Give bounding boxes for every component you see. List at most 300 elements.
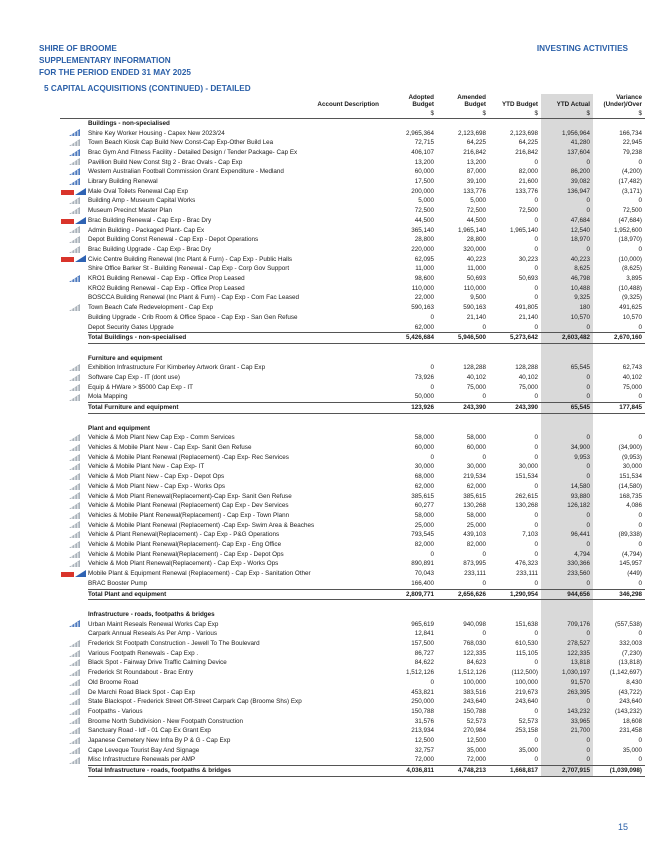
table-row [60, 511, 645, 521]
amended-budget-cell: 52,573 [466, 717, 486, 725]
adopted-budget-cell: 200,000 [411, 187, 434, 195]
table-row [60, 569, 645, 579]
adopted-budget-cell: 793,545 [411, 531, 434, 539]
amended-budget-cell: 62,000 [466, 482, 486, 490]
adopted-budget-cell: 590,163 [411, 304, 434, 312]
table-body [60, 118, 645, 776]
amended-budget-cell: 150,788 [463, 707, 486, 715]
variance-cell: (3,171) [622, 187, 642, 195]
signal-bars-grey-icon [69, 650, 80, 657]
account-description: Vehicle & Mobile Plant Renewal (Replacement) Cap Exp - Dev Services [88, 502, 289, 510]
account-description: Vehicle & Mobile Plant New - Cap Exp- IT [88, 463, 205, 471]
table-row [60, 187, 645, 197]
amended-budget-cell: 590,163 [463, 304, 486, 312]
ytd-budget-cell: 35,000 [518, 746, 538, 754]
amended-budget-cell: 5,946,500 [437, 333, 489, 344]
adopted-budget-cell: 2,965,364 [405, 129, 434, 137]
amended-budget-cell: 44,500 [466, 216, 486, 224]
adopted-budget-cell: 0 [430, 453, 434, 461]
ytd-budget-cell: 243,640 [515, 698, 538, 706]
amended-budget-cell: 0 [482, 393, 486, 401]
group-total-label: Total Infrastructure - roads, footpaths & bridges [88, 766, 385, 777]
table-row [60, 639, 645, 649]
row-status-indicator [60, 530, 88, 540]
table-row [60, 373, 645, 383]
group-total-row [60, 403, 645, 414]
ytd-actual-cell: 40,223 [541, 255, 593, 265]
variance-cell: 0 [638, 511, 642, 519]
ytd-actual-cell: 944,656 [541, 589, 593, 600]
row-status-indicator [60, 129, 88, 139]
group-title: Infrastructure - roads, footpaths & bridges [88, 610, 215, 618]
amended-budget-cell: 385,615 [463, 492, 486, 500]
signal-bars-blue-icon [69, 178, 80, 185]
adopted-budget-cell: 17,500 [414, 178, 434, 186]
amended-budget-cell: 72,000 [466, 756, 486, 764]
row-status-indicator [60, 579, 88, 589]
row-status-indicator [60, 177, 88, 187]
amended-budget-cell: 12,500 [466, 737, 486, 745]
amended-budget-cell: 439,103 [463, 531, 486, 539]
ytd-budget-cell: 0 [534, 756, 538, 764]
ytd-actual-cell: 86,200 [541, 167, 593, 177]
ytd-budget-cell: 0 [534, 659, 538, 667]
adopted-budget-cell: 0 [430, 550, 434, 558]
adopted-budget-cell: 60,277 [414, 502, 434, 510]
signal-bars-grey-icon [69, 698, 80, 705]
amended-budget-cell: 50,693 [466, 275, 486, 283]
account-description: Carpark Annual Reseals As Per Amp - Various [88, 630, 218, 638]
status-red-icon [61, 188, 87, 195]
row-status-indicator [60, 206, 88, 216]
ytd-budget-cell: 0 [534, 197, 538, 205]
row-status-indicator [60, 492, 88, 502]
ytd-actual-cell: 8,625 [541, 264, 593, 274]
adopted-budget-cell: 365,140 [411, 226, 434, 234]
adopted-budget-cell: 31,576 [414, 717, 434, 725]
ytd-budget-cell: 133,776 [515, 187, 538, 195]
table-row [60, 129, 645, 139]
signal-bars-grey-icon [69, 492, 80, 499]
row-status-indicator [60, 511, 88, 521]
ytd-actual-cell: 0 [541, 196, 593, 206]
variance-cell: (9,325) [622, 294, 642, 302]
amended-budget-cell: 87,000 [466, 168, 486, 176]
ytd-actual-cell: 126,182 [541, 501, 593, 511]
amended-budget-cell: 84,623 [466, 659, 486, 667]
ytd-budget-cell: 0 [534, 158, 538, 166]
adopted-budget-cell: 68,000 [414, 473, 434, 481]
ytd-actual-cell: 18,970 [541, 235, 593, 245]
variance-cell: 22,945 [622, 139, 642, 147]
status-red-icon [61, 217, 87, 224]
ytd-budget-cell: 82,000 [518, 168, 538, 176]
table-row [60, 235, 645, 245]
ytd-actual-cell: 136,947 [541, 187, 593, 197]
adopted-budget-cell: 0 [430, 313, 434, 321]
row-status-indicator [60, 235, 88, 245]
ytd-actual-cell: 709,176 [541, 620, 593, 630]
ytd-budget-cell: 0 [534, 245, 538, 253]
signal-bars-grey-icon [69, 384, 80, 391]
variance-cell: (18,970) [618, 236, 642, 244]
account-description: Brac Building Upgrade - Cap Exp - Brac Dry [88, 245, 211, 253]
variance-cell: (1,039,098) [593, 766, 645, 777]
variance-cell: 0 [638, 197, 642, 205]
table-row [60, 264, 645, 274]
row-status-indicator [60, 726, 88, 736]
group-spacer [60, 413, 645, 423]
ytd-budget-cell: 0 [534, 579, 538, 587]
signal-bars-grey-icon [69, 374, 80, 381]
variance-cell: 491,625 [619, 304, 642, 312]
row-status-indicator [60, 255, 88, 265]
adopted-budget-cell: 4,036,811 [385, 766, 437, 777]
ytd-actual-cell: 34,900 [541, 443, 593, 453]
variance-cell: 30,000 [622, 463, 642, 471]
table-row [60, 245, 645, 255]
table-row [60, 658, 645, 668]
row-status-indicator [60, 649, 88, 659]
account-description: KRO1 Building Renewal - Cap Exp - Office Prop Leased [88, 275, 245, 283]
adopted-budget-cell: 213,934 [411, 727, 434, 735]
variance-cell: (43,722) [618, 688, 642, 696]
signal-bars-grey-icon [69, 226, 80, 233]
account-description: De Marchi Road Black Spot - Cap Exp [88, 688, 196, 696]
table-row [60, 363, 645, 373]
account-description: Museum Precinct Master Plan [88, 207, 172, 215]
adopted-budget-cell: 453,821 [411, 688, 434, 696]
adopted-budget-cell: 0 [430, 364, 434, 372]
table-row [60, 755, 645, 765]
account-description: Vehicle & Mobile Plant Renewal(Replacement) - Cap Exp - Depot Ops [88, 550, 284, 558]
signal-bars-blue-icon [69, 129, 80, 136]
amended-budget-cell: 0 [482, 630, 486, 638]
ytd-actual-cell: 47,684 [541, 216, 593, 226]
group-heading-row [60, 354, 645, 364]
signal-bars-grey-icon [69, 207, 80, 214]
adopted-budget-cell: 890,891 [411, 560, 434, 568]
ytd-budget-cell: 100,000 [515, 678, 538, 686]
table-row [60, 255, 645, 265]
ytd-actual-cell: 1,030,197 [541, 668, 593, 678]
variance-cell: 0 [638, 393, 642, 401]
adopted-budget-cell: 86,727 [414, 649, 434, 657]
account-description: Frederick St Roundabout - Brac Entry [88, 669, 193, 677]
table-row [60, 530, 645, 540]
ytd-budget-cell: 216,842 [515, 148, 538, 156]
ytd-budget-cell: 0 [534, 443, 538, 451]
amended-budget-cell: 219,534 [463, 473, 486, 481]
table-row [60, 668, 645, 678]
ytd-budget-cell: 0 [534, 707, 538, 715]
signal-bars-grey-icon [69, 551, 80, 558]
table-row [60, 177, 645, 187]
ytd-budget-cell: 151,638 [515, 620, 538, 628]
variance-cell: 0 [638, 434, 642, 442]
variance-cell: 72,500 [622, 207, 642, 215]
ytd-budget-cell: 233,111 [516, 570, 538, 578]
amended-budget-cell: 5,000 [470, 197, 486, 205]
account-description: Footpaths - Various [88, 707, 143, 715]
signal-bars-grey-icon [69, 640, 80, 647]
amended-budget-cell: 243,390 [437, 403, 489, 414]
variance-cell: 0 [638, 756, 642, 764]
currency-row [60, 109, 645, 119]
account-description: BOSCCA Building Renewal (Inc Plant & Furn) - Cap Exp - Com Fac Leased [88, 294, 300, 302]
variance-cell: (10,488) [618, 284, 642, 292]
amended-budget-cell: 58,000 [466, 511, 486, 519]
amended-budget-cell: 383,516 [463, 688, 486, 696]
variance-cell: 18,608 [622, 717, 642, 725]
signal-bars-grey-icon [69, 444, 80, 451]
account-description: Vehicle & Mobile Plant Renewal(Replacement)- Cap Exp - Eng Office [88, 541, 282, 549]
adopted-budget-cell: 25,000 [414, 521, 434, 529]
ytd-budget-cell: 0 [534, 216, 538, 224]
adopted-budget-cell: 62,000 [414, 482, 434, 490]
ytd-actual-cell: 330,366 [541, 559, 593, 569]
ytd-actual-cell: 0 [541, 245, 593, 255]
amended-budget-cell: 4,748,213 [437, 766, 489, 777]
adopted-budget-cell: 157,500 [411, 640, 434, 648]
ytd-actual-cell: 39,082 [541, 177, 593, 187]
adopted-budget-cell: 22,000 [414, 294, 434, 302]
section-label: INVESTING ACTIVITIES [536, 44, 628, 53]
ytd-budget-cell: 0 [534, 541, 538, 549]
table-row [60, 707, 645, 717]
table-row [60, 453, 645, 463]
signal-bars-grey-icon [69, 473, 80, 480]
table-row [60, 462, 645, 472]
adopted-budget-cell: 150,788 [411, 707, 434, 715]
adopted-budget-cell: 82,000 [414, 541, 434, 549]
signal-bars-grey-icon [69, 688, 80, 695]
group-title: Buildings - non-specialised [88, 119, 170, 127]
table-row [60, 138, 645, 148]
account-description: Vehicle & Mob Plant New - Cap Exp - Depot Ops [88, 473, 225, 481]
ytd-actual-cell: 0 [541, 629, 593, 639]
adopted-budget-cell: 0 [430, 678, 434, 686]
amended-budget-cell: 2,123,698 [457, 129, 486, 137]
amended-budget-cell: 0 [482, 323, 486, 331]
row-status-indicator [60, 688, 88, 698]
signal-bars-grey-icon [69, 434, 80, 441]
table-row [60, 196, 645, 206]
account-description: Exhibition Infrastructure For Kimberley Artwork Grant - Cap Exp [88, 364, 266, 372]
ytd-budget-cell: 0 [534, 284, 538, 292]
col-header-ytd-budget: YTD Budget [501, 101, 538, 109]
ytd-budget-cell: 0 [534, 737, 538, 745]
account-description: Black Spot - Fairway Drive Traffic Calming Device [88, 659, 227, 667]
ytd-budget-cell: 0 [534, 630, 538, 638]
amended-budget-cell: 233,111 [464, 570, 486, 578]
variance-cell: 151,534 [619, 473, 642, 481]
adopted-budget-cell: 60,000 [414, 443, 434, 451]
variance-cell: 4,086 [626, 502, 642, 510]
ytd-actual-cell: 0 [541, 462, 593, 472]
ytd-budget-cell: 52,573 [518, 717, 538, 725]
signal-bars-grey-icon [69, 463, 80, 470]
table-row [60, 216, 645, 226]
account-description: Vehicle & Mob Plant New Cap Exp - Comm Services [88, 434, 235, 442]
amended-budget-cell: 11,000 [467, 265, 486, 273]
group-heading-row [60, 118, 645, 128]
account-description: Vehicle & Plant Renewal(Replacement) - Cap Exp - P&G Operations [88, 531, 280, 539]
table-row [60, 433, 645, 443]
ytd-budget-cell: 0 [534, 550, 538, 558]
row-status-indicator [60, 629, 88, 639]
adopted-budget-cell: 58,000 [414, 511, 434, 519]
variance-cell: 0 [638, 579, 642, 587]
ytd-actual-cell: 2,603,482 [541, 333, 593, 344]
account-description: Vehicle & Mob Plant Renewal(Replacement) - Cap Exp - Works Ops [88, 560, 279, 568]
row-status-indicator [60, 167, 88, 177]
account-description: Software Cap Exp - IT (dont use) [88, 374, 180, 382]
group-heading-row [60, 610, 645, 620]
group-title: Plant and equipment [88, 424, 150, 432]
page-number: 15 [617, 822, 628, 832]
account-description: Sanctuary Road - Idf - 01 Cap Ex Grant Exp [88, 727, 211, 735]
row-status-indicator [60, 453, 88, 463]
table-row [60, 274, 645, 284]
variance-cell: 1,952,600 [613, 226, 642, 234]
amended-budget-cell: 940,098 [463, 620, 486, 628]
col-header-amended: Amended Budget [457, 94, 486, 109]
amended-budget-cell: 0 [482, 579, 486, 587]
row-status-indicator [60, 559, 88, 569]
signal-bars-grey-icon [69, 727, 80, 734]
ytd-actual-cell: 137,604 [541, 148, 593, 158]
variance-cell: 40,102 [622, 374, 642, 382]
signal-bars-grey-icon [69, 236, 80, 243]
amended-budget-cell: 75,000 [466, 383, 486, 391]
table-row [60, 206, 645, 216]
table-row [60, 540, 645, 550]
table-row [60, 158, 645, 168]
signal-bars-grey-icon [69, 197, 80, 204]
adopted-budget-cell: 250,000 [411, 698, 434, 706]
variance-cell: (4,200) [622, 168, 642, 176]
account-description: Mobile Plant & Equipment Renewal (Replacement) - Cap Exp - Sanitation Other [88, 570, 311, 578]
group-spacer [60, 343, 645, 353]
amended-budget-cell: 130,268 [463, 502, 486, 510]
table-row [60, 746, 645, 756]
ytd-actual-cell: 180 [541, 303, 593, 313]
table-row [60, 482, 645, 492]
ytd-budget-cell: 610,530 [515, 640, 538, 648]
ytd-actual-cell: 0 [541, 736, 593, 746]
ytd-budget-cell: 491,805 [515, 304, 538, 312]
ytd-budget-cell: 128,288 [515, 364, 538, 372]
account-description: Urban Maint Reseals Renewal Works Cap Exp [88, 620, 219, 628]
amended-budget-cell: 40,102 [466, 374, 486, 382]
amended-budget-cell: 133,776 [463, 187, 486, 195]
currency-symbol: $ [385, 109, 437, 119]
signal-bars-blue-icon [69, 275, 80, 282]
amended-budget-cell: 873,995 [463, 560, 486, 568]
table-row [60, 579, 645, 589]
table-row [60, 392, 645, 402]
row-status-indicator [60, 697, 88, 707]
account-description: Cape Leveque Tourist Bay And Signage [88, 746, 200, 754]
row-status-indicator [60, 678, 88, 688]
account-description: Depot Security Gates Upgrade [88, 323, 174, 331]
ytd-actual-cell: 41,280 [541, 138, 593, 148]
variance-cell: 145,957 [619, 560, 642, 568]
amended-budget-cell: 64,225 [466, 139, 486, 147]
account-description: Town Beach Cafe Redevelopment - Cap Exp [88, 304, 213, 312]
account-description: Broome North Subdivision - New Footpath Construction [88, 717, 244, 725]
account-description: Various Footpath Renewals - Cap Exp . [88, 649, 199, 657]
ytd-budget-cell: 253,158 [515, 727, 538, 735]
ytd-actual-cell: 9,325 [541, 293, 593, 303]
group-total-row [60, 333, 645, 344]
ytd-budget-cell: 0 [534, 236, 538, 244]
row-status-indicator [60, 668, 88, 678]
account-description: Town Beach Kiosk Cap Build New Const-Cap Exp-Other Build Lea [88, 139, 274, 147]
table-row [60, 303, 645, 313]
table-row [60, 688, 645, 698]
table-row [60, 736, 645, 746]
row-status-indicator [60, 158, 88, 168]
row-status-indicator [60, 717, 88, 727]
variance-cell: 231,458 [619, 727, 642, 735]
amended-budget-cell: 72,500 [466, 207, 486, 215]
amended-budget-cell: 768,030 [463, 640, 486, 648]
ytd-actual-cell: 10,570 [541, 313, 593, 323]
amended-budget-cell: 35,000 [466, 746, 486, 754]
row-status-indicator [60, 443, 88, 453]
amended-budget-cell: 100,000 [463, 678, 486, 686]
variance-cell: (10,000) [618, 255, 642, 263]
account-description: KRO2 Building Renewal - Cap Exp - Office Prop Leased [88, 284, 245, 292]
adopted-budget-cell: 30,000 [414, 463, 434, 471]
variance-cell: 0 [638, 521, 642, 529]
account-description: Vehicle & Mob Plant Renewal(Replacement)-Cap Exp- Sanit Gen Refuse [88, 492, 292, 500]
table-row [60, 313, 645, 323]
ytd-actual-cell: 122,335 [541, 649, 593, 659]
ytd-budget-cell: 2,123,698 [509, 129, 538, 137]
currency-symbol: $ [437, 109, 489, 119]
ytd-actual-cell: 33,965 [541, 717, 593, 727]
variance-cell: 8,430 [626, 678, 642, 686]
ytd-budget-cell: 130,268 [515, 502, 538, 510]
signal-bars-grey-icon [69, 512, 80, 519]
adopted-budget-cell: 12,841 [414, 630, 434, 638]
table-row [60, 726, 645, 736]
table-row [60, 443, 645, 453]
group-total-label: Total Plant and equipment [88, 589, 385, 600]
adopted-budget-cell: 220,000 [411, 245, 434, 253]
variance-cell: (13,818) [618, 659, 642, 667]
signal-bars-grey-icon [69, 454, 80, 461]
variance-cell: 346,298 [593, 589, 645, 600]
row-status-indicator [60, 245, 88, 255]
signal-bars-grey-icon [69, 304, 80, 311]
adopted-budget-cell: 72,000 [414, 756, 434, 764]
signal-bars-grey-icon [69, 560, 80, 567]
col-header-ytd-actual: YTD Actual [541, 94, 593, 109]
row-status-indicator [60, 658, 88, 668]
row-status-indicator [60, 226, 88, 236]
ytd-budget-cell: 0 [534, 265, 538, 273]
amended-budget-cell: 60,000 [466, 443, 486, 451]
group-heading-row [60, 424, 645, 434]
adopted-budget-cell: 406,107 [411, 148, 434, 156]
ytd-actual-cell: 0 [541, 472, 593, 482]
ytd-budget-cell: 476,323 [515, 560, 538, 568]
row-status-indicator [60, 501, 88, 511]
